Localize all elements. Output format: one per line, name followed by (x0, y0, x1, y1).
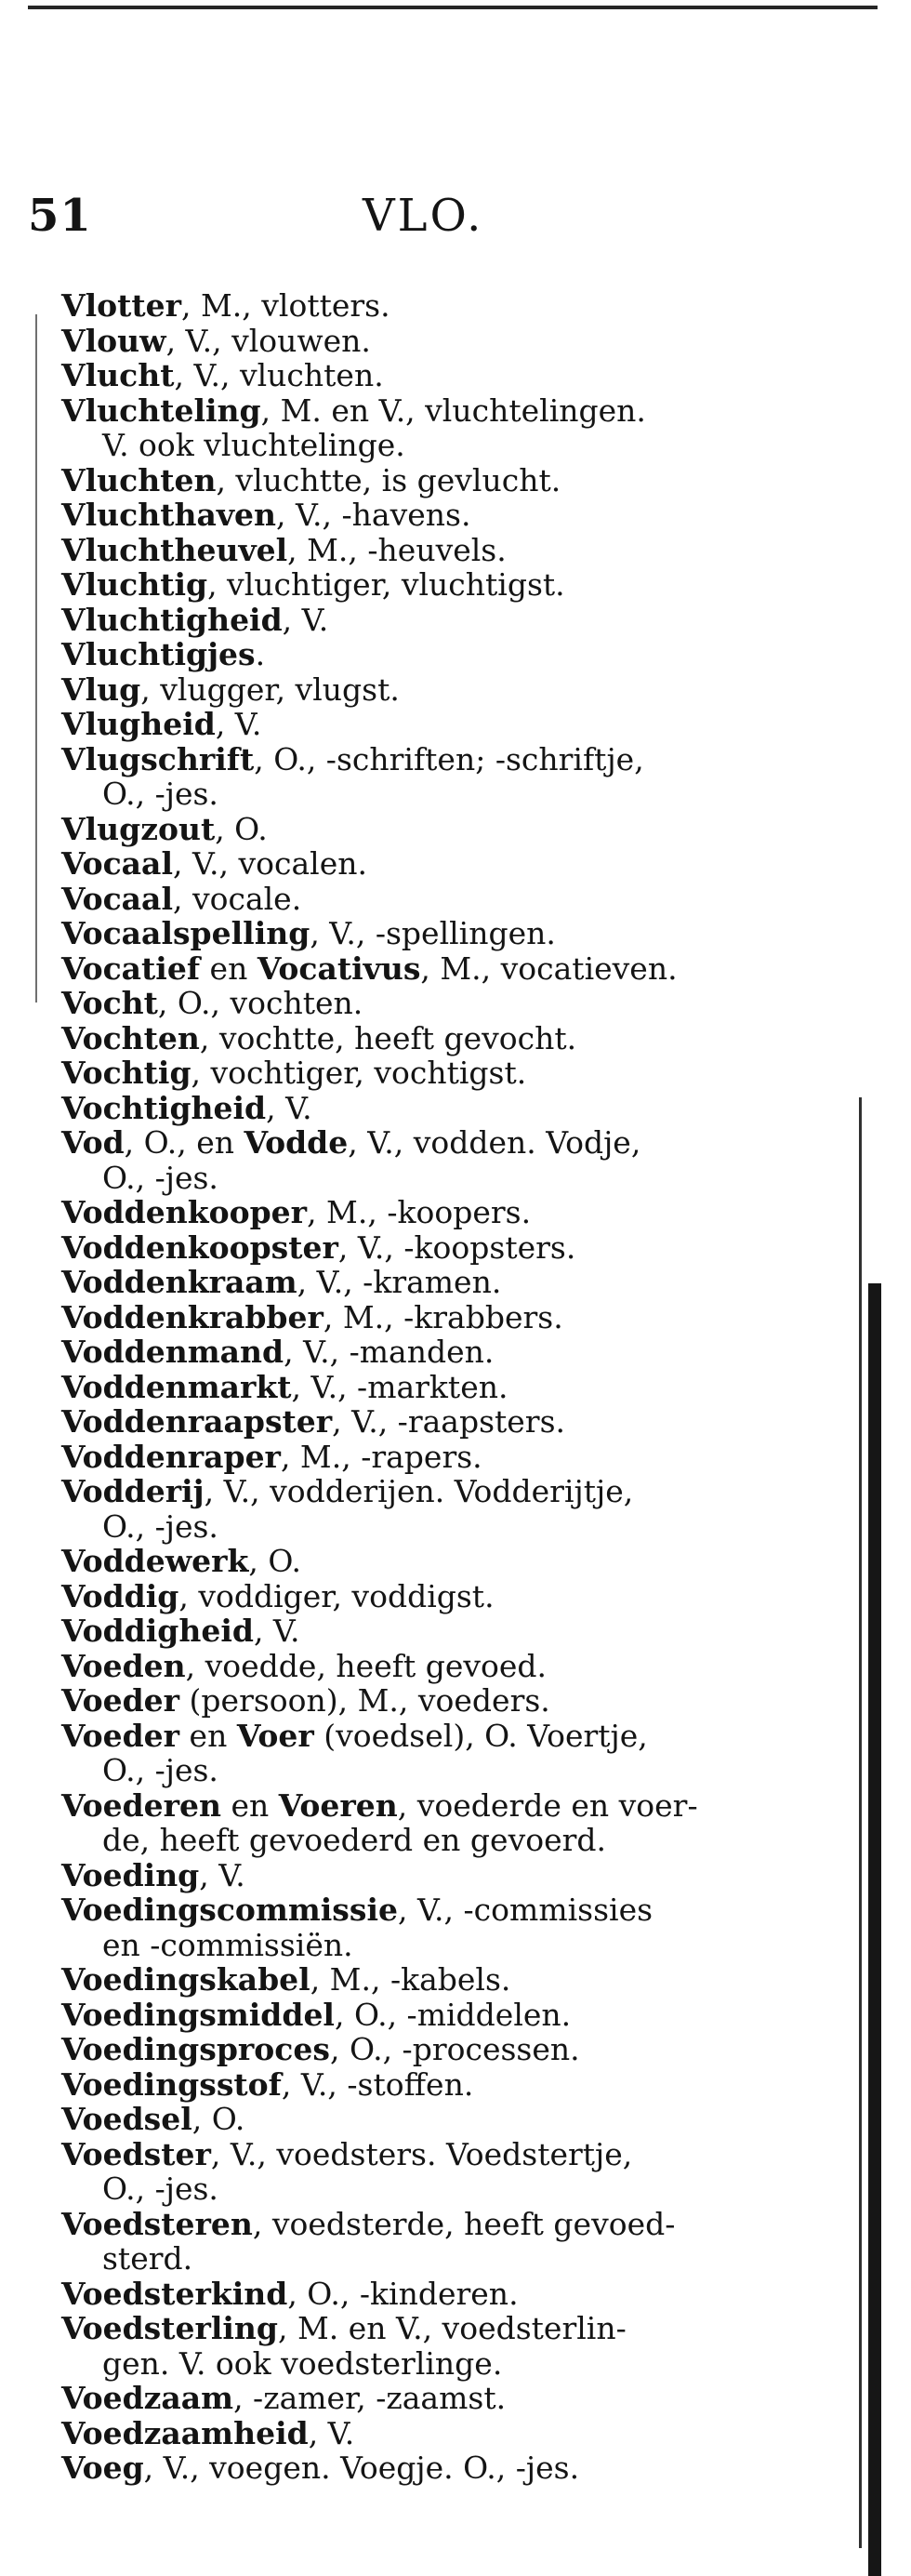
running-head: VLO. (363, 190, 484, 242)
entry-definition: , M., vlotters. (181, 287, 390, 324)
entry-continuation (61, 428, 768, 463)
headword: Vlucht (61, 357, 175, 393)
entry-definition: , V., -manden. (284, 1334, 495, 1370)
dictionary-entry (61, 986, 768, 1021)
headword: Voeder (61, 1682, 180, 1719)
headword: Vluchtheuvel (61, 531, 288, 568)
dictionary-entry (61, 1370, 768, 1405)
dictionary-entry (61, 916, 768, 951)
headword: Vlugzout (61, 810, 216, 847)
headword: Voedsel (61, 2101, 192, 2137)
headword: Voddenmarkt (61, 1368, 292, 1405)
entry-definition: , V., -spellingen. (310, 915, 556, 951)
headword: Vluchten (61, 461, 217, 498)
dictionary-entry (61, 2137, 768, 2172)
dictionary-entry (61, 1579, 768, 1614)
dictionary-entry (61, 2416, 768, 2451)
headword: Vocht (61, 985, 158, 1021)
dictionary-entry (61, 498, 768, 533)
entry-definition: , V. (215, 706, 262, 742)
headword: Vlotter (61, 287, 182, 324)
entry-continuation (61, 777, 768, 812)
entry-continuation (61, 2346, 768, 2382)
dictionary-entry (61, 1334, 768, 1370)
dictionary-entries (61, 288, 768, 2486)
entry-definition: , voederde en voer- (397, 1786, 698, 1824)
entry-definition: , M., -koopers. (307, 1194, 532, 1230)
dictionary-entry (61, 533, 768, 568)
headword: Voddenkraam (61, 1264, 297, 1300)
dictionary-entry (61, 1474, 768, 1509)
entry-definition: O., -jes. (102, 1752, 218, 1788)
entry-definition: , V., -havens. (276, 497, 471, 533)
headword: Voedster (61, 2135, 211, 2172)
entry-definition: , V., vlouwen. (165, 322, 371, 359)
dictionary-entry (61, 567, 768, 603)
entry-continuation (61, 1161, 768, 1196)
entry-definition: , vochtiger, vochtigst. (191, 1055, 527, 1091)
dictionary-entry (61, 358, 768, 393)
entry-definition: , V. (253, 1613, 300, 1649)
entry-definition: , M., -krabbers. (323, 1298, 563, 1335)
entry-definition: , O. (248, 1543, 301, 1579)
headword: Vochtigheid (61, 1089, 267, 1126)
entry-definition: V. ook vluchtelinge. (102, 427, 405, 463)
entry-definition: sterd. (102, 2240, 193, 2277)
headword: Voedzaamheid (61, 2414, 309, 2451)
headword: Vlugheid (61, 706, 216, 742)
headword: Vlugschrift (61, 740, 255, 777)
dictionary-entry (61, 951, 768, 987)
dictionary-entry (61, 707, 768, 742)
dictionary-entry (61, 1265, 768, 1300)
dictionary-entry (61, 846, 768, 882)
headword: Vocatief (61, 949, 201, 987)
entry-definition: O., -jes. (102, 1159, 218, 1196)
headword: Voedsterkind (61, 2275, 288, 2312)
dictionary-entry (61, 603, 768, 638)
entry-definition: (voedsel), O. Voertje, (313, 1717, 648, 1754)
headword: Voedzaam (61, 2380, 234, 2416)
dictionary-entry (61, 1056, 768, 1091)
headword: Voedsterling (61, 2310, 278, 2346)
entry-definition: , V., voegen. Voegje. O., -jes. (143, 2450, 580, 2486)
headword: Voeder (61, 1717, 180, 1754)
dictionary-entry (61, 1544, 768, 1579)
dictionary-entry (61, 1230, 768, 1266)
dictionary-entry (61, 2450, 768, 2486)
dictionary-entry (61, 637, 768, 672)
dictionary-entry (61, 1125, 768, 1161)
entry-continuation (61, 1823, 768, 1858)
entry-definition: , V. (266, 1089, 312, 1126)
dictionary-entry (61, 1195, 768, 1230)
dictionary-entry (61, 1962, 768, 1998)
entry-definition: , V., -stoffen. (281, 2065, 474, 2103)
entry-definition: O., -jes. (102, 2171, 218, 2207)
dictionary-entry (61, 882, 768, 917)
entry-definition: , V., vocalen. (172, 845, 367, 882)
headword: Voddenmand (61, 1334, 284, 1370)
headword: Voddenkooper (61, 1194, 308, 1230)
dictionary-entry (61, 324, 768, 359)
entry-definition: , M., vocatieven. (420, 949, 678, 987)
headword: Voeding (61, 1856, 200, 1893)
binding-edge-line (859, 1097, 862, 2548)
dictionary-entry (61, 2277, 768, 2312)
headword: Voeg (61, 2450, 144, 2486)
headword: Voddenkoopster (61, 1228, 338, 1266)
headword: Voer (236, 1717, 314, 1754)
entry-definition: , vochtte, heeft gevocht. (199, 1019, 577, 1056)
headword: Voddewerk (61, 1543, 249, 1579)
dictionary-entry (61, 463, 768, 498)
dictionary-entry (61, 1021, 768, 1056)
entry-definition: , O. (191, 2101, 245, 2137)
dictionary-entry (61, 1091, 768, 1126)
entry-definition: . (255, 636, 266, 672)
dictionary-entry (61, 393, 768, 429)
headword: Voddenraper (61, 1438, 281, 1475)
dictionary-entry (61, 1788, 768, 1824)
entry-definition: , O., -kinderen. (287, 2275, 519, 2312)
headword: Vocaal (61, 845, 173, 882)
dictionary-entry (61, 1683, 768, 1719)
headword: Voederen (61, 1786, 222, 1824)
entry-definition: , vluchtiger, vluchtigst. (207, 566, 565, 603)
headword: Vluchteling (61, 392, 261, 429)
headword: Voedingscommissie (61, 1892, 399, 1928)
entry-definition: O., -jes. (102, 1507, 218, 1545)
dictionary-entry (61, 812, 768, 847)
entry-definition: , M., -kabels. (310, 1961, 511, 1998)
entry-definition: , vocale. (172, 880, 302, 917)
entry-definition: , V. (199, 1856, 245, 1893)
entry-definition: , M., -rapers. (280, 1438, 482, 1475)
entry-joiner: en (200, 949, 257, 987)
headword: Vocativus (257, 949, 421, 987)
headword: Vluchtig (61, 566, 208, 603)
entry-definition: , M. en V., vluchtelingen. (260, 392, 646, 429)
entry-definition: , vluchtte, is gevlucht. (216, 461, 561, 498)
headword: Voddenraapster (61, 1403, 333, 1440)
dictionary-entry (61, 1719, 768, 1754)
headword: Voddig (61, 1577, 179, 1614)
dictionary-entry (61, 2102, 768, 2137)
dictionary-entry (61, 1440, 768, 1475)
entry-definition: , V., vodderijen. Vodderijtje, (204, 1473, 634, 1509)
dictionary-entry (61, 742, 768, 777)
dictionary-entry (61, 1613, 768, 1649)
entry-definition: , V. (308, 2414, 355, 2451)
headword: Vluchtigheid (61, 601, 283, 638)
column-rule (35, 314, 37, 1003)
entry-definition: , voddiger, voddigst. (178, 1577, 495, 1614)
dictionary-entry (61, 1892, 768, 1928)
entry-definition: , M., -heuvels. (287, 531, 507, 568)
headword: Voedingsproces (61, 2031, 330, 2067)
dictionary-entry (61, 2381, 768, 2416)
entry-definition: , V., -markten. (291, 1368, 508, 1405)
dictionary-entry (61, 2032, 768, 2067)
entry-definition: , V., vodden. Vodje, (348, 1124, 641, 1161)
dictionary-entry (61, 672, 768, 708)
entry-definition: , O., -middelen. (334, 1996, 572, 2033)
entry-definition: , V., vluchten. (174, 357, 384, 393)
entry-definition: , V. (282, 601, 329, 638)
headword: Voedsteren (61, 2205, 253, 2242)
headword: Voedingskabel (61, 1961, 310, 1998)
dictionary-entry (61, 2311, 768, 2346)
headword: Vluchtigjes (61, 636, 256, 672)
entry-definition: , V., -commissies (398, 1892, 654, 1928)
headword: Voddigheid (61, 1613, 254, 1649)
entry-definition: , -zamer, -zaamst. (233, 2380, 507, 2416)
headword: Vochten (61, 1019, 200, 1056)
headword: Vocaalspelling (61, 915, 310, 951)
dictionary-entry (61, 1404, 768, 1440)
entry-definition: , V., -koopsters. (337, 1228, 576, 1266)
entry-definition: en -commissiën. (102, 1926, 353, 1963)
dictionary-entry (61, 1649, 768, 1684)
entry-continuation (61, 2171, 768, 2207)
headword: Voeren (278, 1786, 398, 1824)
entry-definition: (persoon), M., voeders. (179, 1682, 550, 1719)
entry-joiner: en (221, 1786, 279, 1824)
headword: Voedingsmiddel (61, 1996, 335, 2033)
entry-continuation (61, 2241, 768, 2277)
headword: Vlouw (61, 322, 166, 359)
entry-joiner: , O., en (124, 1124, 244, 1161)
dictionary-entry (61, 1998, 768, 2033)
headword: Vluchthaven (61, 497, 276, 533)
headword: Voedingsstof (61, 2065, 282, 2103)
dictionary-entry (61, 2207, 768, 2242)
binding-edge (868, 1283, 881, 2576)
entry-definition: , O. (215, 810, 268, 847)
headword: Vodde (244, 1124, 349, 1161)
page-number: 51 (28, 190, 92, 242)
headword: Vocaal (61, 880, 173, 917)
entry-definition: , V., -raapsters. (332, 1403, 565, 1440)
headword: Voeden (61, 1647, 186, 1684)
headword: Vodderij (61, 1473, 205, 1509)
headword: Vod (61, 1124, 125, 1161)
entry-continuation (61, 1509, 768, 1545)
headword: Vlug (61, 671, 141, 708)
dictionary-entry (61, 1300, 768, 1335)
entry-definition: , V., -kramen. (297, 1264, 502, 1300)
headword: Vochtig (61, 1055, 191, 1091)
entry-definition: , O., -processen. (329, 2031, 580, 2067)
entry-definition: , O., -schriften; -schriftje, (254, 740, 644, 777)
entry-definition: , voedde, heeft gevoed. (185, 1647, 548, 1684)
entry-definition: , V., voedsters. Voedstertje, (210, 2135, 633, 2172)
entry-definition: , vlugger, vlugst. (140, 671, 400, 708)
entry-definition: O., -jes. (102, 776, 218, 812)
entry-definition: , voedsterde, heeft gevoed- (252, 2205, 676, 2242)
headword: Voddenkrabber (61, 1298, 323, 1335)
entry-continuation (61, 1928, 768, 1963)
entry-definition: , M. en V., voedsterlin- (278, 2310, 627, 2346)
dictionary-entry (61, 2067, 768, 2103)
entry-joiner: en (179, 1717, 237, 1754)
entry-continuation (61, 1753, 768, 1788)
top-rule (28, 6, 878, 9)
dictionary-entry (61, 1858, 768, 1893)
entry-definition: , O., vochten. (157, 985, 363, 1021)
entry-definition: de, heeft gevoederd en gevoerd. (102, 1822, 607, 1858)
entry-definition: gen. V. ook voedsterlinge. (102, 2344, 503, 2382)
dictionary-entry (61, 288, 768, 324)
